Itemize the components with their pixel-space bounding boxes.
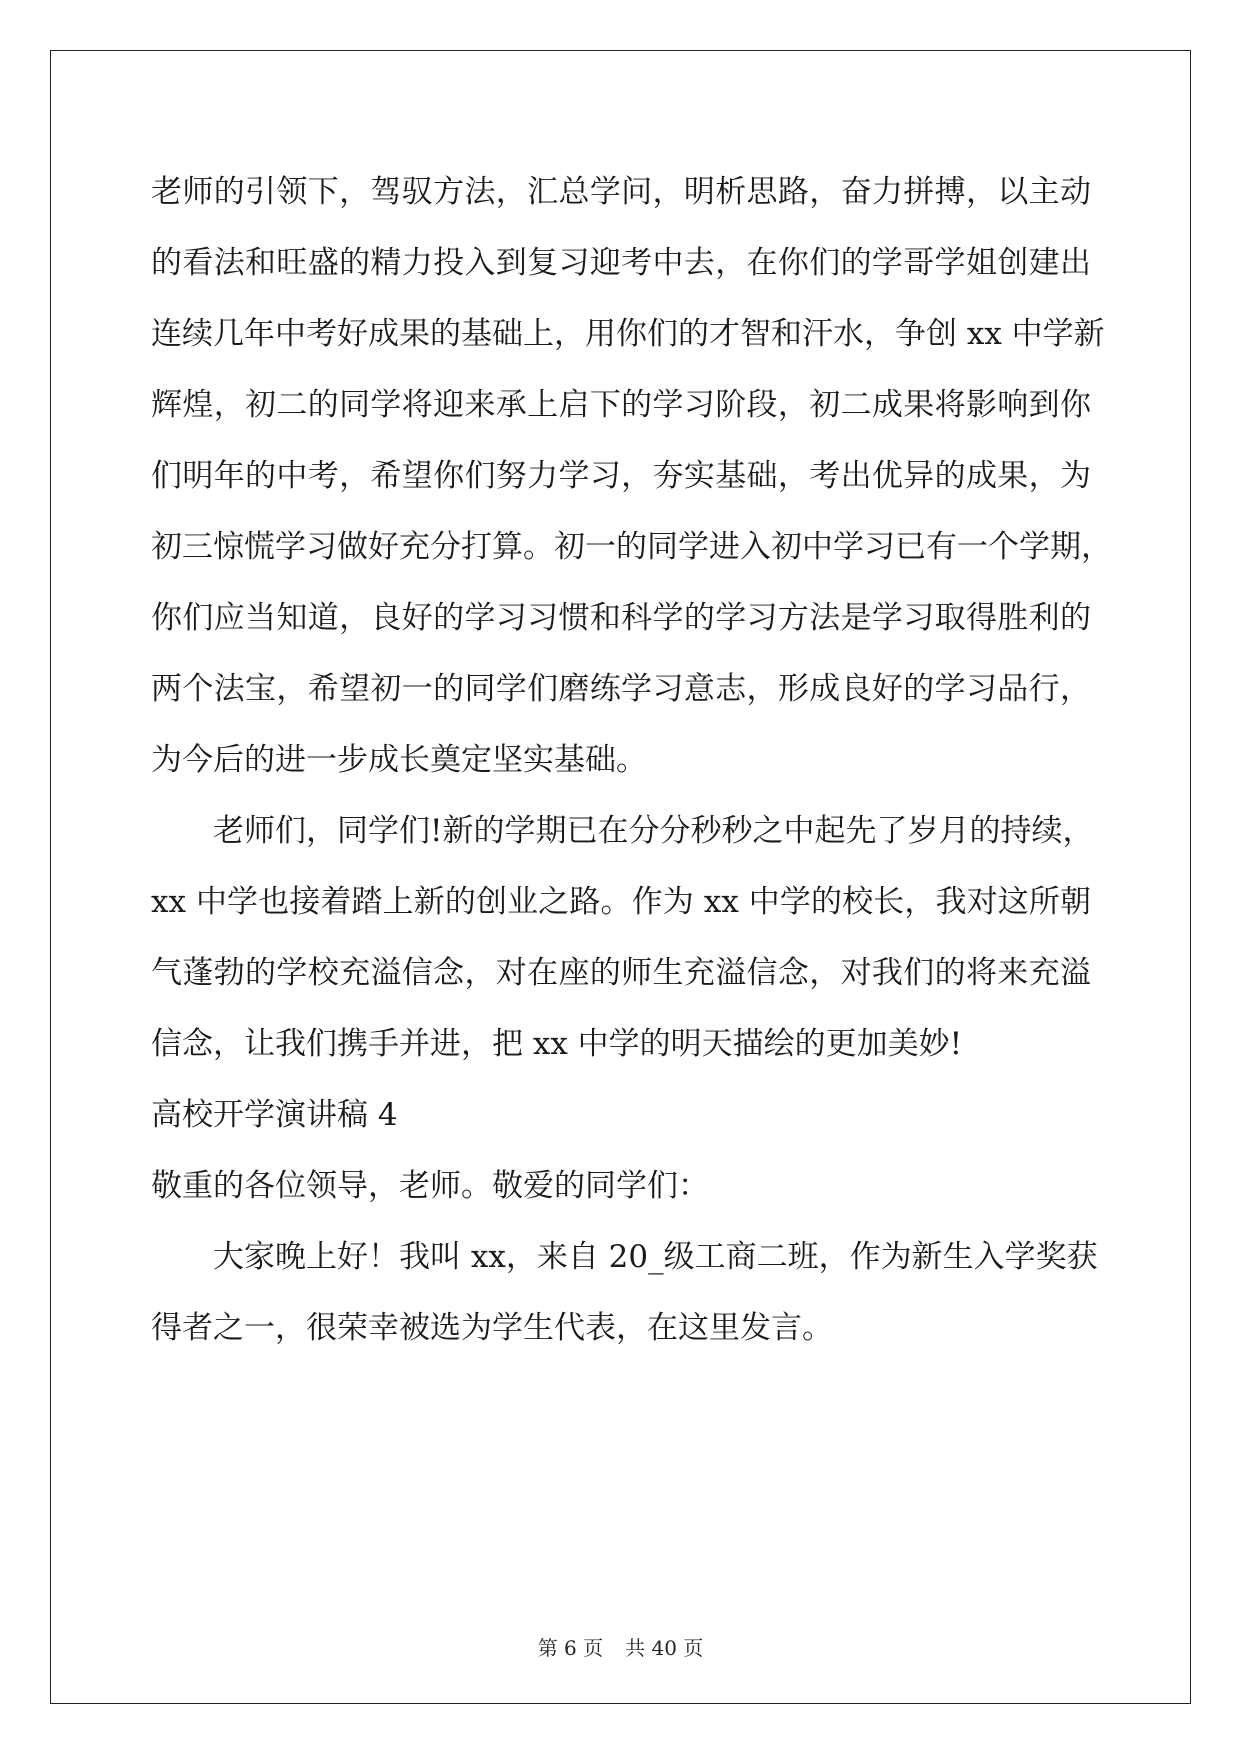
text-line: xx 中学也接着踏上新的创业之路。作为 xx 中学的校长，我对这所朝 xyxy=(151,884,1091,920)
text-line: 两个法宝，希望初一的同学们磨练学习意志，形成良好的学习品行， xyxy=(151,671,1091,707)
page-footer xyxy=(0,1632,1241,1661)
text-line: 你们应当知道，良好的学习习惯和科学的学习方法是学习取得胜利的 xyxy=(151,600,1091,636)
text-line: 得者之一，很荣幸被选为学生代表，在这里发言。 xyxy=(151,1310,833,1346)
salutation: 敬重的各位领导，老师。敬爱的同学们： xyxy=(151,1168,709,1204)
text-line: 的看法和旺盛的精力投入到复习迎考中去，在你们的学哥学姐创建出 xyxy=(151,245,1091,281)
page-total: 共 40 页 xyxy=(625,1636,704,1660)
document-body xyxy=(151,165,1112,1372)
text-line: 信念，让我们携手并进，把 xx 中学的明天描绘的更加美妙! xyxy=(151,1026,963,1062)
text-line: 们明年的中考，希望你们努力学习，夯实基础，考出优异的成果，为 xyxy=(151,458,1091,494)
text-line: 连续几年中考好成果的基础上，用你们的才智和汗水，争创 xx 中学新 xyxy=(151,316,1105,352)
text-line: 老师们，同学们!新的学期已在分分秒秒之中起先了岁月的持续， xyxy=(213,813,1094,849)
page-number: 第 6 页 xyxy=(537,1636,604,1660)
text-line: 为今后的进一步成长奠定坚实基础。 xyxy=(151,742,647,778)
text-line: 气蓬勃的学校充溢信念，对在座的师生充溢信念，对我们的将来充溢 xyxy=(151,955,1091,991)
text-line: 大家晚上好！我叫 xx，来自 20_级工商二班，作为新生入学奖获 xyxy=(213,1239,1098,1275)
text-line: 初三惊慌学习做好充分打算。初一的同学进入初中学习已有一个学期， xyxy=(151,529,1112,565)
text-line: 老师的引领下，驾驭方法，汇总学问，明析思路，奋力拼搏，以主动 xyxy=(151,174,1091,210)
section-heading: 高校开学演讲稿 4 xyxy=(151,1097,398,1133)
text-line: 辉煌，初二的同学将迎来承上启下的学习阶段，初二成果将影响到你 xyxy=(151,387,1091,423)
